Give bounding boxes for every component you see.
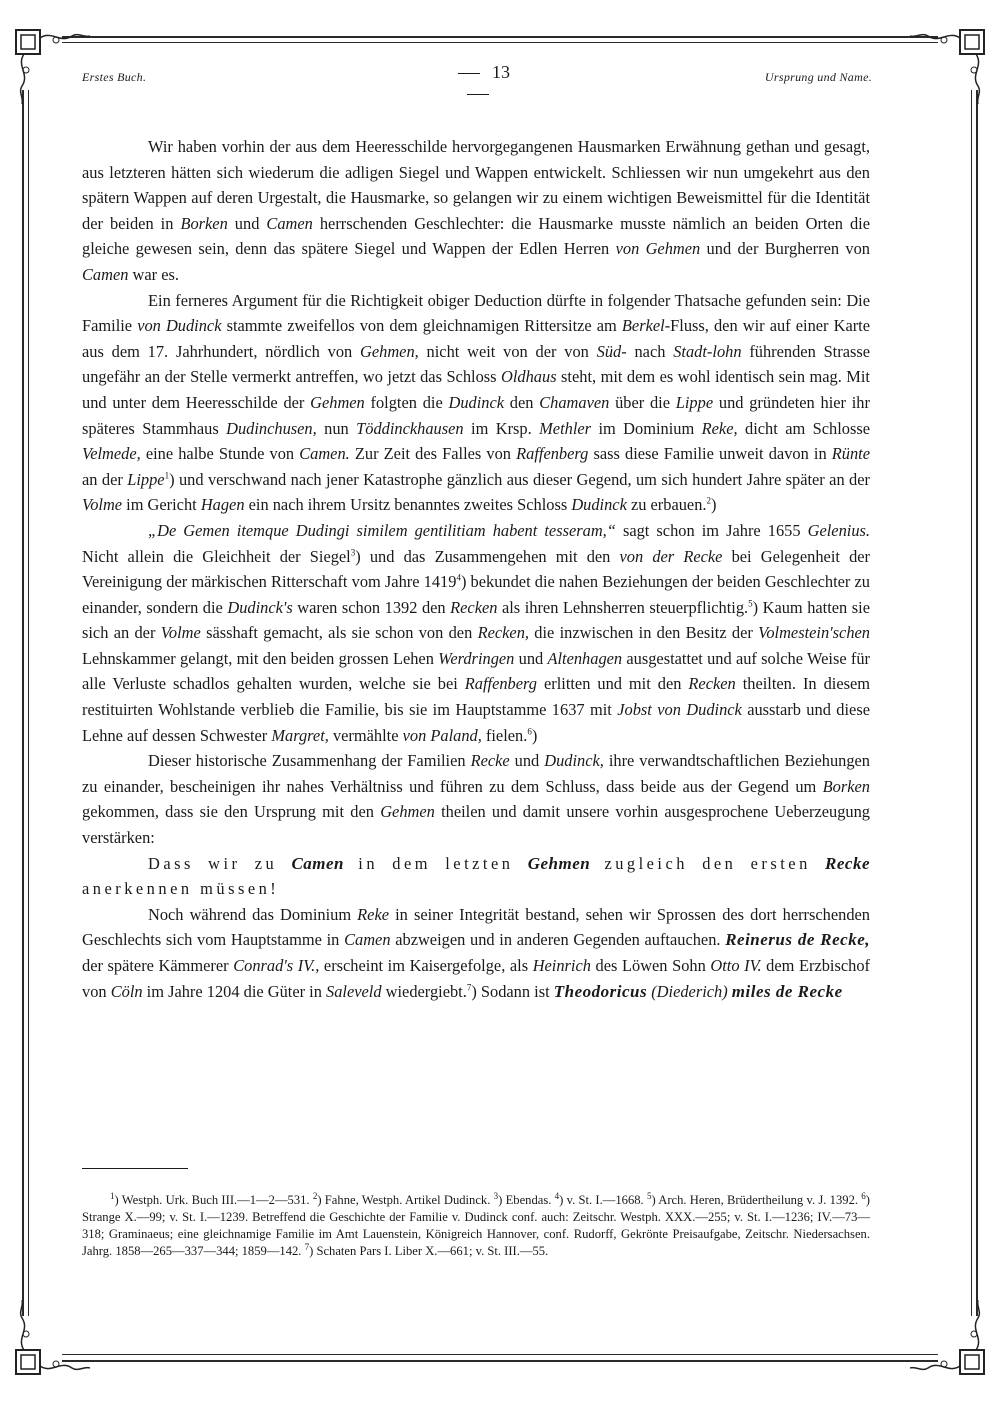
text-run: die inzwischen in den Besitz der	[528, 623, 759, 643]
italic-run: von Dudinck	[137, 316, 222, 336]
text-run: Wir haben vorhin der aus dem Heeresschilde hervorgegangenen Hausmarken Erwähnung gethan und gesagt, aus letzteren hätten sich wiederum die adligen Siegel und Wappen entwickelt. Schliessen wir nun umgekehrt aus den spätern Wappen auf deren Urgestalt, die Hausmarke, so gelangen wir zu einem wichtigen Beweismittel für die Identität der beiden in	[82, 137, 870, 233]
text-run: ) und verschwand nach jener Katastrophe gänzlich aus dieser Gegend, um sich hundert Jahre später an der	[169, 469, 870, 489]
text-run: sagt schon im Jahre 1655	[615, 520, 808, 540]
italic-run: Borken	[822, 776, 870, 796]
text-run: ) bekundet die nahen Beziehungen der beiden Geschlechter zu einander, sondern die	[82, 572, 870, 617]
text-run: )	[531, 725, 538, 745]
text-run: der spätere Kämmerer	[82, 956, 234, 975]
text-run: folgten die	[364, 392, 449, 412]
text-run: ausgestattet und auf solche Weise für alle Verluste schadlos gehalten wurden, welche sie bei	[82, 648, 870, 694]
text-run: zu erbauen.	[626, 495, 707, 515]
text-run: den	[504, 392, 540, 412]
frame-right-border	[976, 90, 978, 1316]
italic-run: Dudinck	[448, 392, 505, 412]
text-run: ein nach ihrem Ursitz benanntes zweites Schloss	[244, 495, 572, 515]
footnote-ref: 1	[110, 1190, 115, 1201]
frame-top-border-inner	[62, 42, 938, 43]
italic-run: Borken	[180, 213, 228, 233]
text-run: theilen und damit unsere vorhin ausgesprochene Ueberzeugung verstärken:	[82, 802, 870, 848]
text-run: und der Burgherren von	[700, 239, 870, 259]
italic-run: Margret,	[271, 725, 329, 745]
italic-run: Dudinck's	[227, 597, 293, 617]
footnote-ref: 4	[456, 572, 461, 583]
text-run: an der	[82, 469, 128, 489]
text-run: über die	[609, 392, 676, 412]
text-run: Zur Zeit des Falles von	[349, 444, 517, 464]
text-run: dicht am Schlosse	[737, 418, 871, 438]
text-run: sass diese Familie unweit davon in	[588, 444, 832, 464]
italic-run: Heinrich	[532, 956, 591, 975]
italic-run: Stadt-lohn	[673, 341, 742, 361]
italic-run: von Paland,	[402, 725, 482, 745]
footnote-ref: 2	[312, 1190, 318, 1201]
text-run: ausstarb und diese Lehne auf dessen Schwester	[82, 700, 870, 745]
footnote-ref: 7	[466, 982, 472, 993]
frame-top-border	[62, 36, 938, 38]
text-run: führenden Strasse ungefähr an der Stelle vermerkt antreffen, wo jetzt das Schloss	[82, 341, 871, 387]
italic-run: Gehmen	[310, 392, 365, 412]
italic-run: Chamaven	[539, 392, 610, 412]
italic-run: Lippe	[675, 392, 714, 412]
paragraph	[82, 134, 870, 288]
ornament-corner-top-left	[6, 20, 90, 104]
text-run: des Löwen Sohn	[590, 956, 711, 975]
footnote-ref: 3	[350, 547, 356, 558]
italic-run: Conrad's IV.,	[233, 956, 320, 975]
emphasized-conclusion	[82, 851, 870, 902]
italic-run: Dudinchusen,	[226, 418, 317, 438]
frame-bottom-border	[62, 1360, 938, 1362]
italic-run: Gelenius.	[807, 520, 870, 540]
italic-run: Dudinck,	[544, 751, 604, 771]
footnote-ref: 5	[748, 598, 753, 609]
italic-run: (Diederich)	[651, 981, 728, 1001]
italic-run: Cöln	[110, 981, 143, 1001]
running-header	[82, 62, 872, 92]
text-run: im Dominium	[591, 418, 702, 438]
italic-run: Dudinck	[571, 495, 627, 515]
italic-run: Gehmen,	[360, 341, 419, 361]
text-run: im Krsp.	[463, 418, 540, 438]
footnote-ref: 4	[554, 1190, 560, 1201]
footnote-ref: 6	[527, 726, 532, 737]
page-number-text: 13	[492, 62, 510, 82]
page-number	[424, 62, 532, 104]
italic-run: Recke	[470, 751, 510, 771]
italic-run: Recken,	[477, 623, 529, 643]
text-run: Ein ferneres Argument für die Richtigkeit obiger Deduction dürfte in folgender Thatsache gefunden sein: Die Familie	[82, 290, 870, 336]
text-run: im Gericht	[122, 495, 201, 515]
text-run: erlitten und mit den	[537, 674, 689, 694]
italic-run: Volme	[160, 623, 201, 643]
frame-right-border-inner	[971, 90, 972, 1316]
ornament-corner-bottom-right	[910, 1300, 994, 1384]
emphasis-run: Theodoricus	[553, 981, 648, 1001]
footnote-ref: 6	[861, 1190, 866, 1201]
italic-run: Recken	[450, 597, 498, 617]
text-run: und	[509, 751, 545, 771]
main-text	[82, 134, 870, 1004]
italic-run: Werdringen	[438, 648, 515, 668]
footnote-ref: 7	[304, 1241, 310, 1252]
text-run: vermählte	[328, 725, 403, 745]
text-run: ) v. St. I.—1668.	[559, 1193, 647, 1207]
text-run: nun	[316, 418, 357, 438]
text-run: und gründeten hier ihr späteres Stammhaus	[82, 392, 870, 438]
text-run: abzweigen und in anderen Gegenden auftauchen.	[390, 930, 726, 950]
ornament-corner-top-right	[910, 20, 994, 104]
text-run: und	[227, 213, 267, 233]
footnote-ref: 3	[493, 1190, 499, 1201]
text-run: in dem letzten	[344, 853, 528, 873]
text-run: -Fluss, den wir auf einer Karte aus dem 17. Jahrhundert, nördlich von	[82, 316, 871, 361]
italic-run: Velmede,	[82, 444, 141, 464]
italic-run: Recken	[688, 674, 736, 694]
italic-run: Camen.	[299, 444, 350, 464]
text-run: ihre verwandtschaftlichen Beziehungen zu einander, bescheinigen ihr nahes Verhältniss und führen zu dem Schluss, dass beide aus der Gegend um	[82, 751, 871, 796]
text-run: ) Strange X.—99; v. St. I.—1239. Betreffend die Geschichte der Familie v. Dudinck conf. auch: Zeitschr. Westph. XXX.—255; v. St. I.—1236; IV.—73—318; Graminaeus; eine gleichnamige Familie im Amt Lauenstein, Königreich Hannover, conf. Rudorff, Gekrönte Preisaufgabe, Zeitschr. Niedersachsen. Jahrg. 1858—265—337—344; 1859—142.	[82, 1193, 870, 1258]
frame-left-border-inner	[28, 90, 29, 1316]
emphasis-run: Camen	[291, 853, 345, 873]
emphasis-run: Gehmen	[527, 853, 591, 873]
ornament-corner-bottom-left	[6, 1300, 90, 1384]
italic-run: Gehmen	[380, 802, 435, 822]
text-run: eine halbe Stunde von	[140, 444, 300, 464]
text-run: theilten. In diesem restituirten Wohlstande verblieb die Familie, bis sie im Hauptstamme 1637 mit	[82, 674, 871, 720]
italic-run: von Gehmen	[615, 239, 701, 259]
text-run: stammte zweifellos von dem gleichnamigen Rittersitze am	[221, 316, 622, 336]
text-run: waren schon 1392 den	[292, 597, 451, 617]
italic-run: Altenhagen	[547, 648, 623, 668]
text-run: und	[514, 648, 548, 668]
italic-run: Lippe	[127, 469, 165, 489]
italic-run: Raffenberg	[516, 444, 589, 464]
text-run: im Jahre 1204 die Güter in	[142, 981, 327, 1001]
frame-left-border	[22, 90, 24, 1316]
footnote-ref: 1	[164, 470, 170, 481]
italic-run: Camen	[344, 930, 391, 950]
header-book-title: Erstes Buch.	[82, 70, 147, 84]
italic-run: Methler	[539, 418, 592, 438]
italic-run: Raffenberg	[464, 674, 537, 694]
header-chapter-title: Ursprung und Name.	[764, 70, 872, 84]
emphasis-run: Recke	[825, 853, 871, 873]
text-run: nicht weit von der von	[418, 341, 597, 361]
text-run: steht, mit dem es wohl identisch sein mag. Mit und unter dem Heeresschilde der	[82, 367, 870, 412]
text-run: nach	[626, 341, 674, 361]
text-run: ) Kaum hatten sie sich an der	[82, 597, 870, 643]
text-run: ) Schaten Pars I. Liber X.—661; v. St. III.—55.	[309, 1244, 549, 1258]
italic-run: Hagen	[200, 495, 245, 515]
footnote-divider	[82, 1168, 188, 1169]
italic-run: Camen	[266, 213, 313, 233]
paragraph	[82, 288, 870, 518]
text-run: Lehnskammer gelangt, mit den beiden grossen Lehen	[82, 648, 439, 668]
text-run: war es.	[128, 264, 179, 284]
italic-run: Reke,	[701, 418, 738, 438]
emphasis-run: miles de Recke	[731, 981, 843, 1001]
text-run: als ihren Lehnsherren steuerpflichtig.	[497, 597, 749, 617]
text-run: Noch während das Dominium	[148, 904, 358, 924]
italic-run: von der Recke	[619, 546, 723, 566]
italic-run: Camen	[82, 264, 129, 284]
text-run: zugleich den ersten	[590, 853, 826, 873]
text-run: ) Westph. Urk. Buch III.—1—2—531.	[114, 1193, 313, 1207]
text-run: erscheint im Kaisergefolge, als	[319, 956, 533, 975]
text-run: ) und das Zusammengehen mit den	[355, 546, 620, 566]
text-run: gekommen, dass sie den Ursprung mit den	[82, 802, 381, 822]
italic-run: „De Gemen itemque Dudingi similem gentilitiam habent tesseram,“	[148, 520, 616, 540]
italic-run: Töddinckhausen	[356, 418, 464, 438]
italic-run: Volme	[82, 495, 123, 515]
italic-run: Volmestein'schen	[758, 623, 870, 643]
italic-run: Saleveld	[326, 981, 382, 1001]
italic-run: Süd-	[596, 341, 627, 361]
italic-run: Jobst von Dudinck	[617, 700, 742, 720]
text-run: ) Ebendas.	[498, 1193, 555, 1207]
italic-run: Rünte	[831, 444, 871, 464]
text-run: ) Fahne, Westph. Artikel Dudinck.	[317, 1193, 494, 1207]
emphasis-run: Reinerus de Recke,	[725, 930, 870, 950]
text-run: ) Arch. Heren, Brüdertheilung v. J. 1392.	[651, 1193, 862, 1207]
text-run: fielen.	[481, 725, 528, 745]
italic-run: Reke	[357, 904, 390, 924]
paragraph	[82, 748, 870, 850]
italic-run: Berkel	[621, 316, 665, 336]
text-run: )	[711, 495, 717, 515]
italic-run: Oldhaus	[501, 367, 557, 387]
paragraph	[82, 518, 870, 748]
text-run: Nicht allein die Gleichheit der Siegel	[82, 546, 351, 566]
frame-bottom-border-inner	[62, 1354, 938, 1355]
text-run: sässhaft gemacht, als sie schon von den	[200, 623, 478, 643]
paragraph	[82, 902, 870, 1004]
text-run: bei Gelegenheit der Vereinigung der märkischen Ritterschaft vom Jahre 1419	[82, 546, 871, 592]
footnote-ref: 2	[706, 495, 711, 506]
italic-run: Otto IV.	[710, 956, 762, 975]
text-run: ) Sodann ist	[471, 981, 554, 1001]
text-run: anerkennen müssen!	[82, 879, 280, 899]
footnote-text	[82, 1192, 870, 1260]
text-run: dem Erzbischof von	[82, 956, 870, 1001]
text-run: wiedergiebt.	[381, 981, 467, 1001]
text-run: herrschenden Geschlechter: die Hausmarke musste nämlich an beiden Orten die gleiche gewesen sein, denn das spätere Siegel und Wappen der Edlen Herren	[82, 213, 870, 259]
text-run: Dass wir zu	[148, 853, 292, 873]
footnote-ref: 5	[646, 1190, 652, 1201]
text-run: Dieser historische Zusammenhang der Familien	[148, 751, 471, 771]
footnotes	[82, 1192, 870, 1260]
text-run: in seiner Integrität bestand, sehen wir Sprossen des dort herrschenden Geschlechts sich vom Hauptstamme in	[82, 904, 870, 950]
